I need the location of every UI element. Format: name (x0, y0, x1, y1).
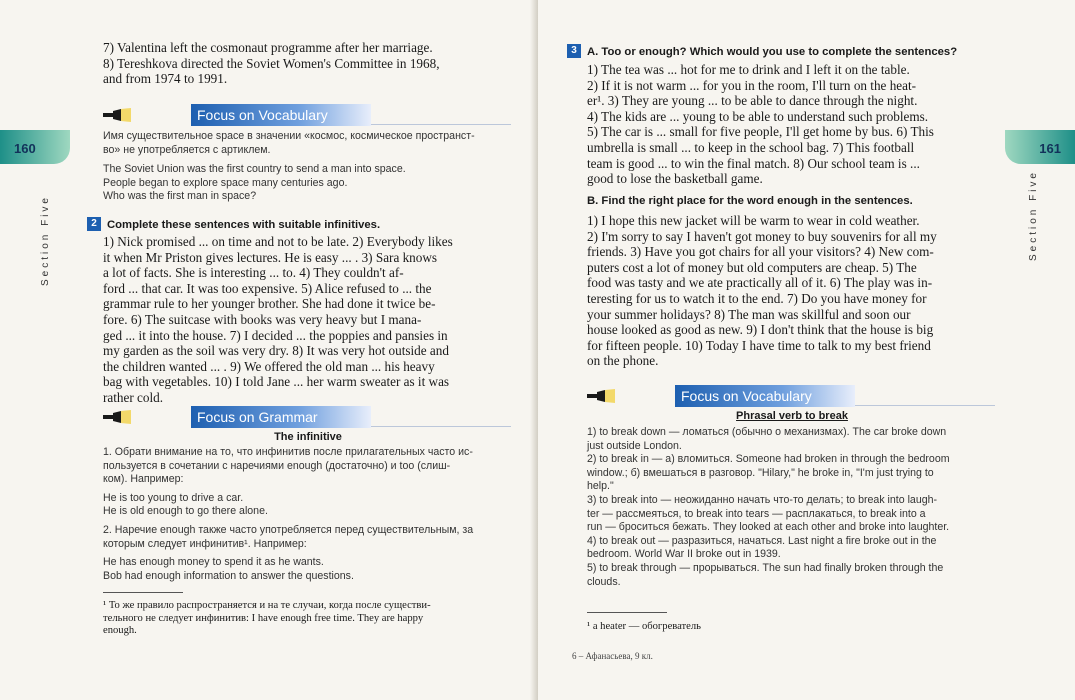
phrasal-verb-line: 3) to break into — неожиданно начать что-то делать; to break into laugh- (587, 493, 938, 506)
grammar-rule-line: 1. Обрати внимание на то, что инфинитив после прилагательных часто ис- (103, 446, 473, 458)
exercise-line: ford ... that car. It was too expensive. 5) Alice refused to ... the (103, 280, 432, 296)
signature-mark: 6 – Афанасьева, 9 кл. (572, 651, 653, 661)
grammar-subtitle: The infinitive (274, 431, 342, 443)
focus-grammar-title: Focus on Grammar (197, 409, 318, 425)
footnote-rule (103, 592, 183, 593)
focus-vocabulary-header-right (587, 385, 997, 407)
phrasal-verb-line: window.; б) вмешаться в разговор. "Hilary," he broke in, "I'm just trying to (587, 466, 934, 479)
grammar-example: He is old enough to go there alone. (103, 505, 268, 518)
exercise-line: your summer holidays? 8) The man was skillful and soon our (587, 306, 911, 322)
intro-line: and from 1974 to 1991. (103, 71, 228, 87)
exercise-line: puters cost a lot of money but old computers are cheap. 5) The (587, 259, 917, 275)
focus-grammar-header (103, 406, 513, 428)
exercise-line: 2) I'm sorry to say I haven't got money to buy souvenirs for all my (587, 228, 937, 244)
footnote-line: ¹ То же правило распространяется и на те случаи, когда после существи- (103, 600, 431, 611)
grammar-example: He is too young to drive a car. (103, 491, 244, 504)
exercise-line: 4) The kids are ... young to be able to understand such problems. (587, 108, 929, 124)
exercise-2-heading (87, 215, 507, 233)
exercise-line: 2) If it is not warm ... for you in the room, I'll turn on the heat- (587, 77, 917, 93)
exercise-line: it when Mr Priston gives lectures. He is easy ... . 3) Sara knows (103, 249, 438, 265)
exercise-instruction: Complete these sentences with suitable infinitives. (107, 219, 381, 231)
phrasal-verb-line: bedroom. World War II broke out in 1939. (587, 548, 781, 561)
phrasal-verb-line: 4) to break out — разразиться, начаться. Last night a fire broke out in the (587, 534, 937, 547)
vocab-example: People began to explore space many centuries ago. (103, 176, 348, 189)
focus-rule (371, 426, 511, 427)
grammar-example: He has enough money to spend it as he wants. (103, 556, 324, 569)
phrasal-verb-line: 5) to break through — прорываться. The sun had finally broken through the (587, 561, 944, 574)
exercise-3-heading-a (567, 42, 1007, 60)
grammar-rule-line: ком). Например: (103, 473, 184, 486)
footnote-line: тельного не следует инфинитив: I have enough free time. They are happy (103, 612, 424, 624)
exercise-3b-text (587, 213, 997, 369)
intro-text (103, 40, 511, 87)
exercise-line: teresting for us to watch it to the end. 7) Do you have money for (587, 290, 927, 306)
focus-vocabulary-title-right: Focus on Vocabulary (681, 388, 812, 404)
exercise-line: 1) The tea was ... hot for me to drink and I left it on the table. (587, 62, 910, 77)
exercise-line: 1) I hope this new jacket will be warm to wear in cold weather. (587, 213, 920, 228)
page-number-tab-left (0, 130, 70, 164)
page-number-right: 161 (1039, 141, 1061, 156)
exercise-line: friends. 3) Have you got chairs for all your visitors? 4) New com- (587, 244, 934, 260)
grammar-rule-line: которым следует инфинитив¹. Например: (103, 537, 307, 550)
footnote-right: ¹ a heater — обогреватель (587, 621, 702, 632)
focus-rule (855, 405, 995, 406)
section-label-left: Section Five (40, 195, 51, 287)
vocab-rule-line: во» не употребляется с артиклем. (103, 143, 271, 156)
exercise-line: on the phone. (587, 353, 659, 369)
grammar-example: Bob had enough information to answer the questions. (103, 569, 354, 582)
footnote-rule (587, 612, 667, 613)
exercise-line: the children wanted ... . 9) We offered the old man ... his heavy (103, 358, 435, 374)
exercise-line: house looked as good as new. 9) I don't think that the house is big (587, 322, 934, 338)
exercise-line: good to lose the basketball game. (587, 171, 763, 187)
left-page (0, 0, 537, 700)
grammar-rules (103, 446, 515, 583)
exercise-line: umbrella is small ... to keep in the school bag. 7) This football (587, 139, 915, 155)
intro-line: 7) Valentina left the cosmonaut programme after her marriage. (103, 40, 433, 55)
phrasal-verb-line: 1) to break down — ломаться (обычно о механизмах). The car broke down (587, 426, 947, 438)
phrasal-verb-line: clouds. (587, 575, 621, 588)
flashlight-icon (587, 389, 615, 403)
exercise-line: ged ... it into the house. 7) I decided ... the poppies and pansies in (103, 327, 448, 343)
focus-vocabulary-title: Focus on Vocabulary (197, 107, 328, 123)
vocab-rule (103, 130, 513, 204)
footnote-left (103, 600, 515, 638)
exercise-line: team is good ... to win the final match. 8) Our school team is ... (587, 155, 920, 171)
phrasal-verb-line: run — броситься бежать. They looked at each other and broke into laughter. (587, 521, 950, 534)
exercise-line: fore. 6) The suitcase with books was very heavy but I mana- (103, 311, 422, 327)
exercise-line: a lot of facts. She is interesting ... to. 4) They couldn't af- (103, 265, 404, 281)
grammar-rule-line: пользуется в сочетании с наречиями enough (достаточно) и too (слиш- (103, 459, 451, 472)
exercise-3a-text (587, 62, 997, 187)
phrasal-verb-line: just outside London. (587, 439, 682, 452)
flashlight-icon (103, 108, 131, 122)
right-page (538, 0, 1075, 700)
exercise-2-text (103, 234, 511, 406)
vocab-example: The Soviet Union was the first country to send a man into space. (103, 163, 406, 176)
intro-line: 8) Tereshkova directed the Soviet Women's Committee in 1968, (103, 55, 440, 71)
phrasal-verb-line: help." (587, 480, 614, 493)
exercise-line: my garden as the soil was very dry. 8) It was very hot outside and (103, 343, 449, 359)
exercise-number: 3 (567, 44, 581, 58)
vocab-rule-line: Имя существительное space в значении «космос, космическое пространст- (103, 130, 475, 142)
exercise-line: for fifteen people. 10) Today I have time to talk to my best friend (587, 337, 931, 353)
exercise-line: 5) The car is ... small for five people, I'll get home by bus. 6) This (587, 124, 934, 140)
exercise-number: 2 (87, 217, 101, 231)
exercise-line: 1) Nick promised ... on time and not to be late. 2) Everybody likes (103, 234, 453, 249)
phrasal-verb-line: 2) to break in — а) вломиться. Someone had broken in through the bedroom (587, 453, 950, 466)
flashlight-icon (103, 410, 131, 424)
exercise-line: grammar rule to her younger brother. She had done it twice be- (103, 296, 436, 312)
exercise-line: er¹. 3) They are young ... to be able to dance through the night. (587, 93, 918, 109)
phrasal-verb-subtitle: Phrasal verb to break (736, 410, 848, 422)
exercise-line: bag with vegetables. 10) I told Jane ... her warm sweater as it was (103, 374, 450, 390)
exercise-instruction-b: B. Find the right place for the word enough in the sentences. (587, 195, 913, 207)
exercise-line: rather cold. (103, 389, 164, 405)
exercise-instruction-a: A. Too or enough? Which would you use to complete the sentences? (587, 46, 958, 58)
focus-vocabulary-header (103, 104, 513, 126)
vocab-example: Who was the first man in space? (103, 190, 257, 203)
footnote-line: enough. (103, 625, 137, 637)
page-number-tab-right (1005, 130, 1075, 164)
section-label-right: Section Five (1028, 170, 1039, 262)
phrasal-verb-list (587, 426, 999, 589)
phrasal-verb-line: ter — рассмеяться, to break into tears — расплакаться, to break into a (587, 507, 926, 520)
grammar-rule-line: 2. Наречие enough также часто употребляется перед существительным, за (103, 523, 474, 536)
exercise-line: food was tasty and we ate practically all of it. 6) The play was in- (587, 275, 933, 291)
focus-rule (371, 124, 511, 125)
page-number-left: 160 (14, 141, 36, 156)
